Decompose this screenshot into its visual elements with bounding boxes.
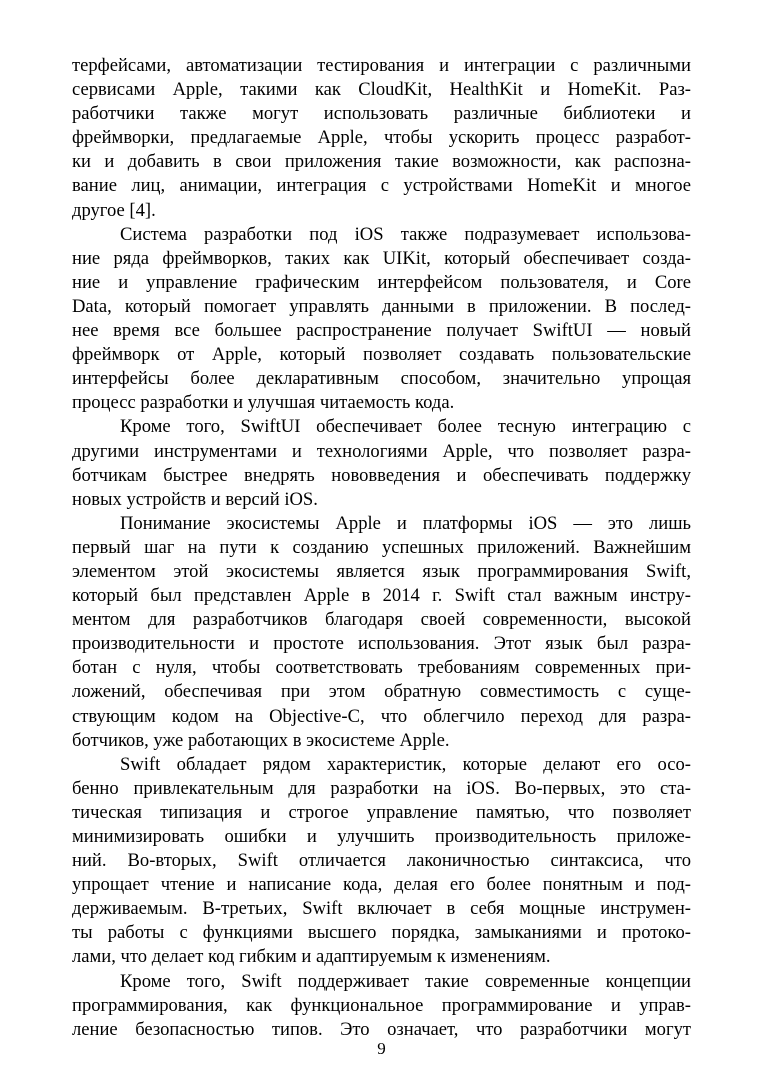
text-line: ты работы с функциями высшего порядка, замыканиями и протоко- xyxy=(72,922,691,944)
text-line: ний. Во-вторых, Swift отличается лаконичностью синтаксиса, что xyxy=(72,850,691,872)
text-line: тическая типизация и строгое управление памятью, что позволяет xyxy=(72,801,691,823)
text-line: ние ряда фреймворков, таких как UIKit, который обеспечивает созда- xyxy=(72,247,691,269)
text-line: новых устройств и версий iOS. xyxy=(72,488,318,510)
paragraph-6 xyxy=(72,970,691,1042)
text-line: другое [4]. xyxy=(72,199,156,221)
text-line: лами, что делает код гибким и адаптируемым к изменениям. xyxy=(72,946,551,968)
text-line: Кроме того, Swift поддерживает такие современные концепции xyxy=(120,970,691,992)
text-line: ботчиков, уже работающих в экосистеме Apple. xyxy=(72,729,450,751)
text-line: Кроме того, SwiftUI обеспечивает более тесную интеграцию с xyxy=(120,416,691,438)
paragraph-4 xyxy=(72,512,691,753)
text-line: ки и добавить в свои приложения такие возможности, как распозна- xyxy=(72,151,691,173)
text-line: держиваемым. В-третьих, Swift включает в себя мощные инструмен- xyxy=(72,898,691,920)
text-line: процесс разработки и улучшая читаемость кода. xyxy=(72,392,455,414)
text-line: другими инструментами и технологиями Apple, что позволяет разра- xyxy=(72,440,691,462)
text-line: бенно привлекательным для разработки на iOS. Во-первых, это ста- xyxy=(72,777,691,799)
paragraph-1 xyxy=(72,54,691,223)
text-line: ложений, обеспечивая при этом обратную совместимость с суще- xyxy=(72,681,691,703)
text-line: Swift обладает рядом характеристик, которые делают его осо- xyxy=(120,753,691,775)
text-line: который был представлен Apple в 2014 г. Swift стал важным инстру- xyxy=(72,585,691,607)
text-line: первый шаг на пути к созданию успешных приложений. Важнейшим xyxy=(72,536,691,558)
text-line: нее время все большее распространение получает SwiftUI — новый xyxy=(72,320,691,342)
text-line: элементом этой экосистемы является язык программирования Swift, xyxy=(72,560,691,582)
text-line: Система разработки под iOS также подразумевает использова- xyxy=(120,223,691,245)
text-line: ботан с нуля, чтобы соответствовать требованиям современных при- xyxy=(72,657,691,679)
text-line: ментом для разработчиков благодаря своей современности, высокой xyxy=(72,609,691,631)
paragraph-2 xyxy=(72,223,691,416)
text-line: ление безопасностью типов. Это означает, что разработчики могут xyxy=(72,1018,691,1040)
text-line: фреймворки, предлагаемые Apple, чтобы ускорить процесс разработ- xyxy=(72,127,691,149)
text-line: терфейсами, автоматизации тестирования и интеграции с различными xyxy=(72,55,691,76)
text-line: фреймворк от Apple, который позволяет создавать пользовательские xyxy=(72,344,691,366)
text-line: вание лиц, анимации, интеграция с устройствами HomeKit и многое xyxy=(72,175,691,197)
text-line: Data, который помогает управлять данными в приложении. В послед- xyxy=(72,295,691,317)
text-line: работчики также могут использовать различные библиотеки и xyxy=(72,103,691,125)
text-line: минимизировать ошибки и улучшить производительность приложе- xyxy=(72,826,691,847)
text-line: ботчикам быстрее внедрять нововведения и обеспечивать поддержку xyxy=(72,464,691,486)
text-line: Понимание экосистемы Apple и платформы iOS — это лишь xyxy=(120,512,691,534)
text-line: программирования, как функциональное программирование и управ- xyxy=(72,994,691,1016)
page-number: 9 xyxy=(377,1039,386,1058)
page-body xyxy=(72,54,691,1042)
text-line: упрощает чтение и написание кода, делая его более понятным и под- xyxy=(72,874,691,896)
text-line: интерфейсы более декларативным способом, значительно упрощая xyxy=(72,368,691,390)
text-line: ствующим кодом на Objective-C, что облегчило переход для разра- xyxy=(72,705,691,727)
paragraph-5 xyxy=(72,753,691,970)
paragraph-3 xyxy=(72,415,691,511)
text-line: ние и управление графическим интерфейсом пользователя, и Core xyxy=(72,271,691,293)
text-line: сервисами Apple, такими как CloudKit, HealthKit и HomeKit. Раз- xyxy=(72,79,691,101)
text-line: производительности и простоте использования. Этот язык был разра- xyxy=(72,633,691,655)
